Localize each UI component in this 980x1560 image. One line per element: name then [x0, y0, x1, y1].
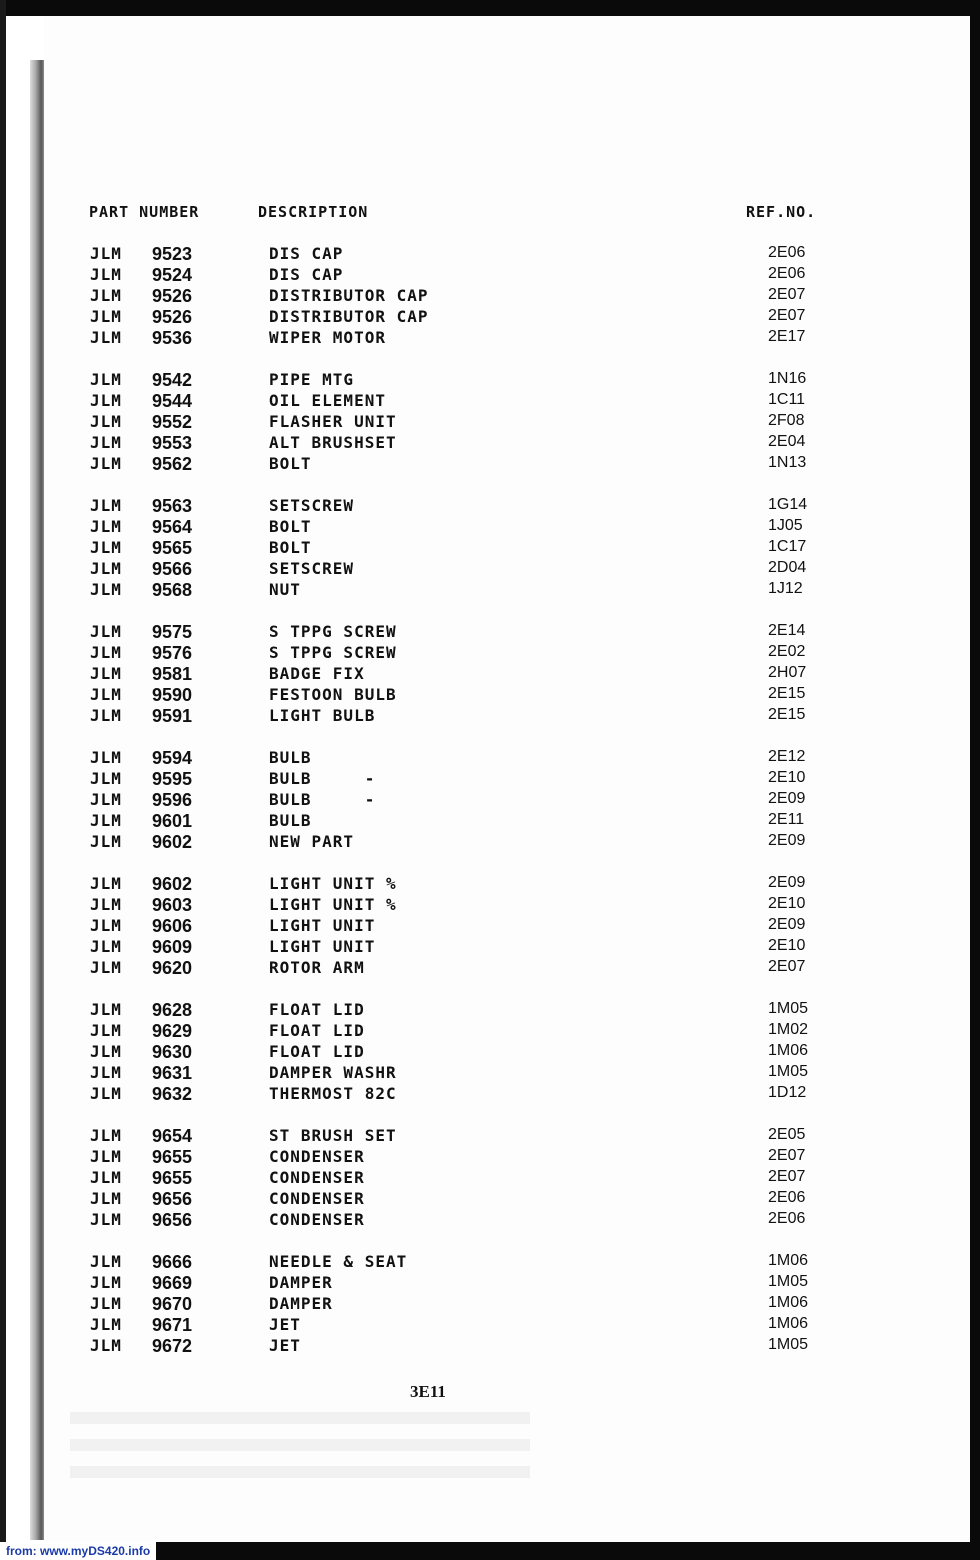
- footer-source-link[interactable]: from: www.myDS420.info: [0, 1542, 156, 1560]
- ref-number: 1M06: [768, 1315, 809, 1332]
- ref-number: 1M02: [768, 1021, 809, 1038]
- part-prefix: JLM: [90, 1042, 122, 1061]
- ref-number: 1M05: [768, 1063, 809, 1080]
- ref-number: 2E10: [768, 937, 806, 954]
- part-prefix: JLM: [90, 307, 122, 326]
- part-prefix: JLM: [90, 1336, 122, 1355]
- parts-list: [0, 244, 980, 1378]
- part-description: ST BRUSH SET: [269, 1126, 397, 1145]
- ref-number: 2E10: [768, 769, 806, 786]
- part-number: 9566: [152, 559, 193, 579]
- ref-number: 2E04: [768, 433, 806, 450]
- part-prefix: JLM: [90, 622, 122, 641]
- table-row: [0, 874, 980, 895]
- ref-number: 2E07: [768, 1147, 806, 1164]
- table-row: [0, 1168, 980, 1189]
- part-description: BULB: [269, 811, 312, 830]
- part-description: THERMOST 82C: [269, 1084, 397, 1103]
- part-prefix: JLM: [90, 1273, 122, 1292]
- part-prefix: JLM: [90, 790, 122, 809]
- part-prefix: JLM: [90, 643, 122, 662]
- table-row: [0, 1021, 980, 1042]
- ref-number: 2E14: [768, 622, 806, 639]
- part-prefix: JLM: [90, 874, 122, 893]
- part-description: LIGHT UNIT %: [269, 874, 397, 893]
- ref-number: 2E06: [768, 265, 806, 282]
- part-group: [0, 1126, 980, 1231]
- part-number: 9553: [152, 433, 193, 453]
- part-description: BULB: [269, 748, 312, 767]
- part-description: BOLT: [269, 538, 312, 557]
- ref-number: 2E17: [768, 328, 806, 345]
- ref-number: 1N16: [768, 370, 807, 387]
- table-row: [0, 433, 980, 454]
- header-description: DESCRIPTION: [258, 203, 369, 221]
- ref-number: 2E05: [768, 1126, 806, 1143]
- ref-number: 2E09: [768, 832, 806, 849]
- part-description: S TPPG SCREW: [269, 622, 397, 641]
- part-description: FLASHER UNIT: [269, 412, 397, 431]
- table-row: [0, 244, 980, 265]
- table-row: [0, 769, 980, 790]
- table-row: [0, 1000, 980, 1021]
- part-prefix: JLM: [90, 811, 122, 830]
- part-number: 9552: [152, 412, 193, 432]
- part-number: 9603: [152, 895, 193, 915]
- part-prefix: JLM: [90, 895, 122, 914]
- ref-number: 1J12: [768, 580, 803, 597]
- part-prefix: JLM: [90, 706, 122, 725]
- part-number: 9591: [152, 706, 193, 726]
- ref-number: 1G14: [768, 496, 808, 513]
- table-row: [0, 1294, 980, 1315]
- part-number: 9595: [152, 769, 193, 789]
- table-row: [0, 958, 980, 979]
- part-description: NUT: [269, 580, 301, 599]
- ref-number: 1M05: [768, 1000, 809, 1017]
- part-number: 9563: [152, 496, 193, 516]
- scan-border-top: [0, 0, 980, 16]
- part-description: BOLT: [269, 517, 312, 536]
- part-prefix: JLM: [90, 1126, 122, 1145]
- table-row: [0, 265, 980, 286]
- part-prefix: JLM: [90, 1084, 122, 1103]
- part-number: 9524: [152, 265, 193, 285]
- part-description: NEW PART: [269, 832, 355, 851]
- part-description: BOLT: [269, 454, 312, 473]
- table-row: [0, 391, 980, 412]
- part-prefix: JLM: [90, 832, 122, 851]
- ref-number: 2E11: [768, 811, 805, 828]
- table-row: [0, 664, 980, 685]
- ref-number: 2E12: [768, 748, 806, 765]
- ref-number: 1J05: [768, 517, 803, 534]
- table-row: [0, 937, 980, 958]
- ref-number: 1M05: [768, 1336, 809, 1353]
- table-row: [0, 538, 980, 559]
- table-row: [0, 370, 980, 391]
- part-number: 9602: [152, 832, 193, 852]
- part-prefix: JLM: [90, 370, 122, 389]
- part-number: 9606: [152, 916, 193, 936]
- part-group: [0, 496, 980, 601]
- part-description: SETSCREW: [269, 559, 355, 578]
- part-description: WIPER MOTOR: [269, 328, 386, 347]
- part-number: 9628: [152, 1000, 193, 1020]
- part-number: 9620: [152, 958, 193, 978]
- part-prefix: JLM: [90, 433, 122, 452]
- part-prefix: JLM: [90, 1315, 122, 1334]
- part-prefix: JLM: [90, 538, 122, 557]
- table-row: [0, 559, 980, 580]
- part-description: FLOAT LID: [269, 1042, 365, 1061]
- part-number: 9655: [152, 1168, 193, 1188]
- ref-number: 2E09: [768, 790, 806, 807]
- table-row: [0, 1147, 980, 1168]
- part-number: 9564: [152, 517, 193, 537]
- part-group: [0, 370, 980, 475]
- ref-number: 2E10: [768, 895, 806, 912]
- ref-number: 2E07: [768, 1168, 806, 1185]
- ref-number: 1D12: [768, 1084, 807, 1101]
- part-description: LIGHT UNIT: [269, 937, 376, 956]
- part-description: NEEDLE & SEAT: [269, 1252, 408, 1271]
- part-number: 9656: [152, 1189, 193, 1209]
- page-number: 3E11: [410, 1382, 446, 1401]
- part-description: ROTOR ARM: [269, 958, 365, 977]
- part-prefix: JLM: [90, 748, 122, 767]
- part-prefix: JLM: [90, 328, 122, 347]
- part-number: 9581: [152, 664, 193, 684]
- part-number: 9601: [152, 811, 193, 831]
- part-description: JET: [269, 1315, 301, 1334]
- table-row: [0, 706, 980, 727]
- table-row: [0, 1126, 980, 1147]
- ref-number: 2E06: [768, 1210, 806, 1227]
- part-description: ALT BRUSHSET: [269, 433, 397, 452]
- table-row: [0, 580, 980, 601]
- ref-number: 2E07: [768, 286, 806, 303]
- part-description: DISTRIBUTOR CAP: [269, 286, 429, 305]
- part-group: [0, 748, 980, 853]
- part-prefix: JLM: [90, 265, 122, 284]
- show-through-text: [70, 1412, 530, 1492]
- part-prefix: JLM: [90, 454, 122, 473]
- ref-number: 1M06: [768, 1294, 809, 1311]
- part-description: DIS CAP: [269, 244, 344, 263]
- ref-number: 1M05: [768, 1273, 809, 1290]
- part-description: FLOAT LID: [269, 1021, 365, 1040]
- part-prefix: JLM: [90, 664, 122, 683]
- part-number: 9526: [152, 307, 193, 327]
- part-prefix: JLM: [90, 1252, 122, 1271]
- table-row: [0, 916, 980, 937]
- ref-number: 2E07: [768, 307, 806, 324]
- ref-number: 2E09: [768, 916, 806, 933]
- part-prefix: JLM: [90, 517, 122, 536]
- ref-number: 2E06: [768, 1189, 806, 1206]
- part-prefix: JLM: [90, 1294, 122, 1313]
- part-number: 9602: [152, 874, 193, 894]
- table-row: [0, 286, 980, 307]
- ref-number: 1M06: [768, 1252, 809, 1269]
- ref-number: 2D04: [768, 559, 807, 576]
- table-row: [0, 1084, 980, 1105]
- part-description: CONDENSER: [269, 1147, 365, 1166]
- part-number: 9630: [152, 1042, 193, 1062]
- part-description: LIGHT UNIT %: [269, 895, 397, 914]
- part-prefix: JLM: [90, 1210, 122, 1229]
- table-row: [0, 1189, 980, 1210]
- table-row: [0, 622, 980, 643]
- part-prefix: JLM: [90, 1189, 122, 1208]
- header-part-number: PART NUMBER: [89, 203, 200, 221]
- part-number: 9565: [152, 538, 193, 558]
- table-row: [0, 412, 980, 433]
- table-row: [0, 685, 980, 706]
- part-description: CONDENSER: [269, 1210, 365, 1229]
- part-number: 9656: [152, 1210, 193, 1230]
- part-number: 9596: [152, 790, 193, 810]
- part-number: 9670: [152, 1294, 193, 1314]
- table-row: [0, 496, 980, 517]
- part-prefix: JLM: [90, 391, 122, 410]
- part-description: FESTOON BULB: [269, 685, 397, 704]
- table-row: [0, 643, 980, 664]
- part-number: 9590: [152, 685, 193, 705]
- part-number: 9672: [152, 1336, 193, 1356]
- table-row: [0, 517, 980, 538]
- table-row: [0, 895, 980, 916]
- part-description: DIS CAP: [269, 265, 344, 284]
- table-row: [0, 1336, 980, 1357]
- part-prefix: JLM: [90, 244, 122, 263]
- part-prefix: JLM: [90, 1168, 122, 1187]
- ref-number: 2E15: [768, 685, 806, 702]
- part-description: FLOAT LID: [269, 1000, 365, 1019]
- part-prefix: JLM: [90, 1000, 122, 1019]
- part-number: 9632: [152, 1084, 193, 1104]
- part-prefix: JLM: [90, 286, 122, 305]
- part-number: 9523: [152, 244, 193, 264]
- part-prefix: JLM: [90, 958, 122, 977]
- table-row: [0, 1042, 980, 1063]
- ref-number: 2F08: [768, 412, 805, 429]
- part-description: DAMPER WASHR: [269, 1063, 397, 1082]
- part-group: [0, 244, 980, 349]
- part-number: 9562: [152, 454, 193, 474]
- ref-number: 2E07: [768, 958, 806, 975]
- part-prefix: JLM: [90, 580, 122, 599]
- ref-number: 1C17: [768, 538, 807, 555]
- part-number: 9568: [152, 580, 193, 600]
- part-description: JET: [269, 1336, 301, 1355]
- ref-number: 2H07: [768, 664, 807, 681]
- table-row: [0, 454, 980, 475]
- part-prefix: JLM: [90, 1021, 122, 1040]
- part-description: SETSCREW: [269, 496, 355, 515]
- part-number: 9575: [152, 622, 193, 642]
- part-number: 9576: [152, 643, 193, 663]
- part-description: PIPE MTG: [269, 370, 355, 389]
- part-prefix: JLM: [90, 496, 122, 515]
- part-number: 9609: [152, 937, 193, 957]
- part-prefix: JLM: [90, 916, 122, 935]
- table-row: [0, 1273, 980, 1294]
- part-number: 9542: [152, 370, 193, 390]
- table-row: [0, 328, 980, 349]
- part-prefix: JLM: [90, 685, 122, 704]
- part-group: [0, 1252, 980, 1357]
- part-description: BULB -: [269, 769, 376, 788]
- part-number: 9629: [152, 1021, 193, 1041]
- part-number: 9654: [152, 1126, 193, 1146]
- part-description: LIGHT UNIT: [269, 916, 376, 935]
- part-description: DAMPER: [269, 1294, 333, 1313]
- part-number: 9526: [152, 286, 193, 306]
- ref-number: 2E09: [768, 874, 806, 891]
- part-group: [0, 1000, 980, 1105]
- ref-number: 2E06: [768, 244, 806, 261]
- table-row: [0, 832, 980, 853]
- table-row: [0, 1063, 980, 1084]
- part-number: 9631: [152, 1063, 193, 1083]
- table-row: [0, 1315, 980, 1336]
- part-number: 9666: [152, 1252, 193, 1272]
- part-number: 9536: [152, 328, 193, 348]
- part-description: DISTRIBUTOR CAP: [269, 307, 429, 326]
- table-row: [0, 1210, 980, 1231]
- ref-number: 2E02: [768, 643, 806, 660]
- ref-number: 1C11: [768, 391, 806, 408]
- part-description: BULB -: [269, 790, 376, 809]
- part-description: DAMPER: [269, 1273, 333, 1292]
- part-number: 9594: [152, 748, 193, 768]
- table-row: [0, 811, 980, 832]
- part-prefix: JLM: [90, 559, 122, 578]
- part-description: BADGE FIX: [269, 664, 365, 683]
- part-description: CONDENSER: [269, 1189, 365, 1208]
- ref-number: 1M06: [768, 1042, 809, 1059]
- ref-number: 2E15: [768, 706, 806, 723]
- ref-number: 1N13: [768, 454, 807, 471]
- header-ref-no: REF.NO.: [746, 203, 817, 221]
- part-description: CONDENSER: [269, 1168, 365, 1187]
- part-prefix: JLM: [90, 1147, 122, 1166]
- table-row: [0, 748, 980, 769]
- part-number: 9669: [152, 1273, 193, 1293]
- table-header: [0, 203, 980, 223]
- part-prefix: JLM: [90, 1063, 122, 1082]
- table-row: [0, 790, 980, 811]
- table-row: [0, 1252, 980, 1273]
- part-group: [0, 622, 980, 727]
- part-number: 9544: [152, 391, 193, 411]
- part-description: LIGHT BULB: [269, 706, 376, 725]
- table-row: [0, 307, 980, 328]
- part-number: 9671: [152, 1315, 193, 1335]
- part-prefix: JLM: [90, 937, 122, 956]
- part-group: [0, 874, 980, 979]
- part-description: OIL ELEMENT: [269, 391, 386, 410]
- part-description: S TPPG SCREW: [269, 643, 397, 662]
- part-prefix: JLM: [90, 412, 122, 431]
- part-number: 9655: [152, 1147, 193, 1167]
- part-prefix: JLM: [90, 769, 122, 788]
